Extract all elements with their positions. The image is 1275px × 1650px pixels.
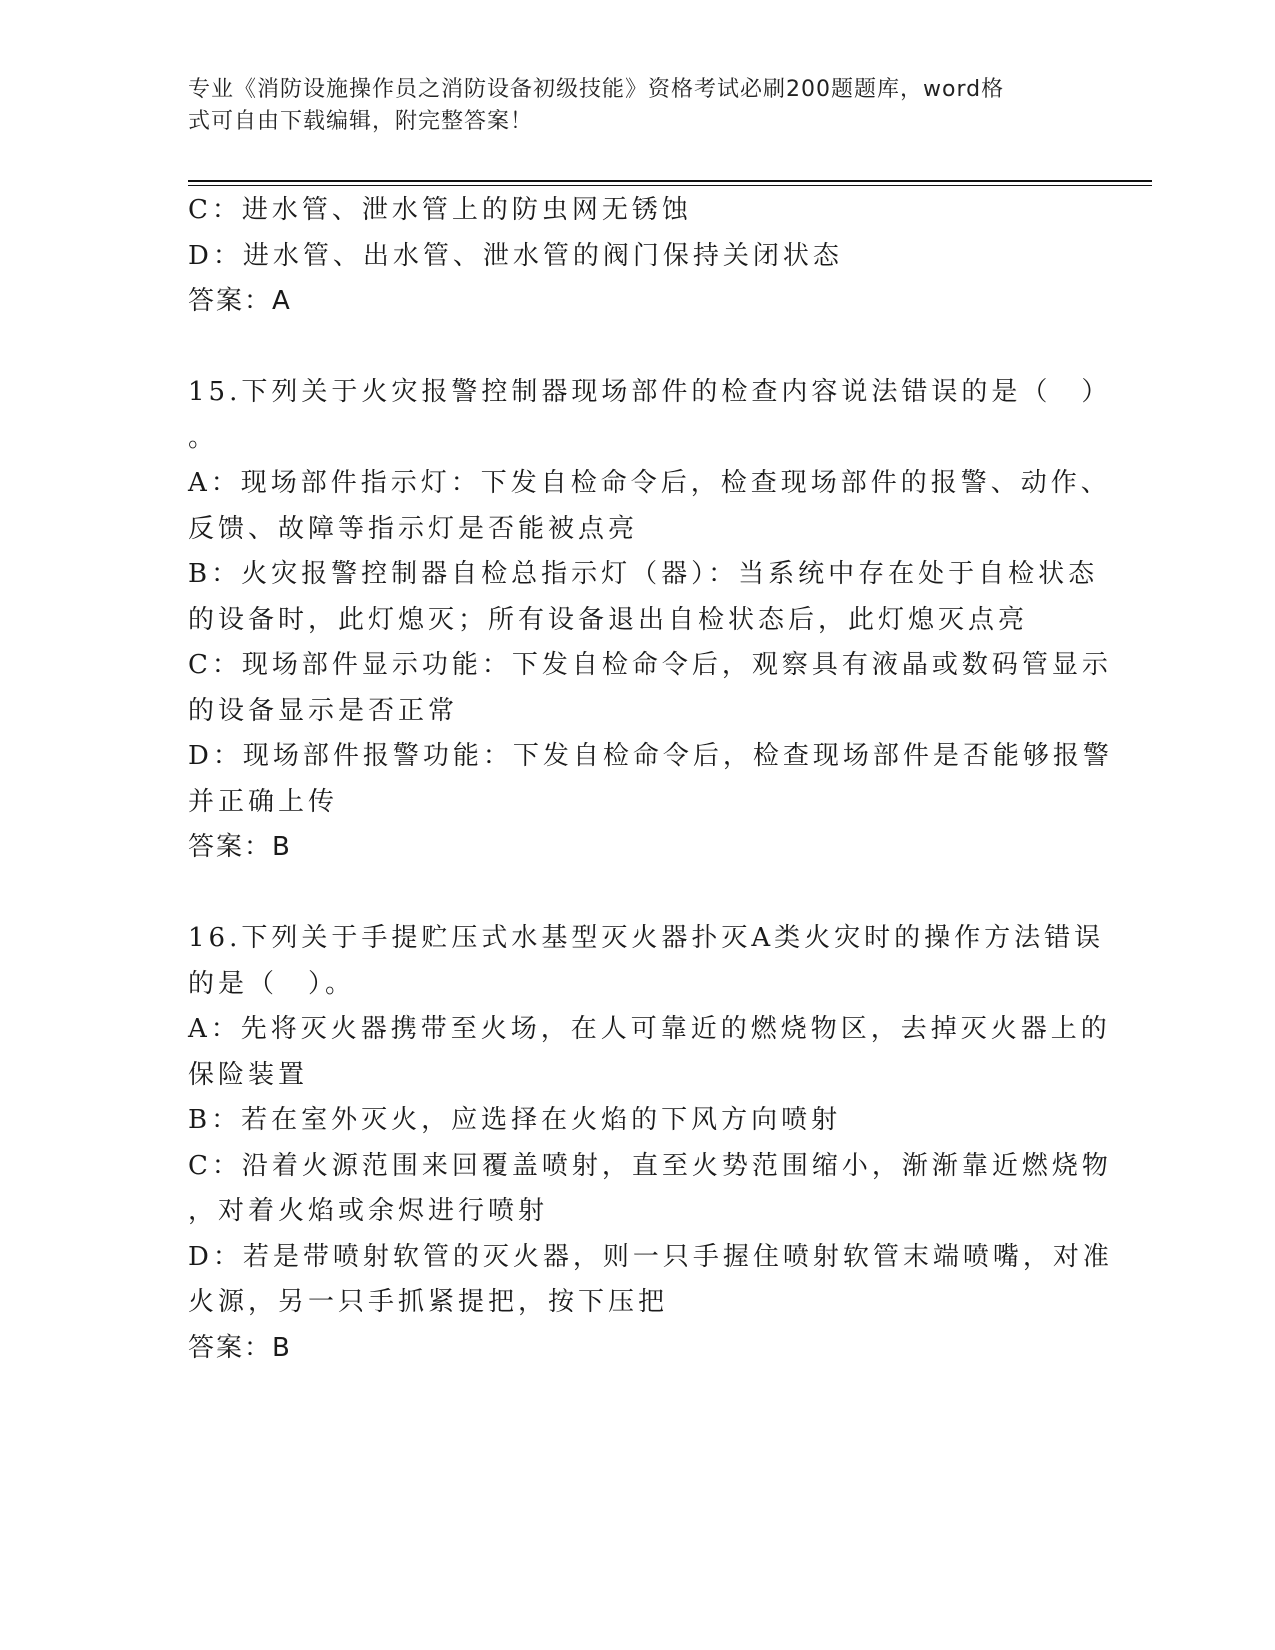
spacer bbox=[188, 871, 1088, 917]
q15-option-a-line-1: A：现场部件指示灯：下发自检命令后，检查现场部件的报警、动作、 bbox=[188, 468, 1111, 498]
q16-stem-line-2: 的是（ ）。 bbox=[188, 968, 356, 999]
q15-option-b-line-1: B：火灾报警控制器自检总指示灯（器）：当系统中存在处于自检状态 bbox=[188, 559, 1099, 589]
q15-stem-line-1: 15.下列关于火灾报警控制器现场部件的检查内容说法错误的是（ ） bbox=[188, 377, 1112, 407]
q15-stem-line-2: 。 bbox=[188, 422, 219, 453]
q16-option-c-line-1: C：沿着火源范围来回覆盖喷射，直至火势范围缩小，渐渐靠近燃烧物 bbox=[188, 1150, 1112, 1181]
q16-option-a-line-1: A：先将灭火器携带至火场，在人可靠近的燃烧物区，去掉灭火器上的 bbox=[188, 1014, 1111, 1044]
q14-option-d: D：进水管、出水管、泄水管的阀门保持关闭状态 bbox=[188, 240, 843, 271]
q15-option-c-line-2: 的设备显示是否正常 bbox=[188, 695, 459, 726]
spacer bbox=[188, 325, 1088, 371]
q15-answer: 答案：B bbox=[188, 832, 292, 862]
q16-option-d-line-1: D：若是带喷射软管的灭火器，则一只手握住喷射软管末端喷嘴，对准 bbox=[188, 1241, 1113, 1272]
question-15 bbox=[188, 370, 1113, 871]
q15-option-d-line-1: D：现场部件报警功能：下发自检命令后，检查现场部件是否能够报警 bbox=[188, 741, 1113, 771]
q15-option-c-line-1: C：现场部件显示功能：下发自检命令后，观察具有液晶或数码管显示 bbox=[188, 650, 1112, 680]
q16-stem-line-1: 16.下列关于手提贮压式水基型灭火器扑灭A类火灾时的操作方法错误 bbox=[188, 923, 1105, 953]
q14-answer: 答案：A bbox=[188, 286, 292, 316]
document-body bbox=[188, 188, 1113, 1371]
header-divider bbox=[188, 180, 1152, 186]
q15-option-a-line-2: 反馈、故障等指示灯是否能被点亮 bbox=[188, 513, 639, 544]
question-16 bbox=[188, 916, 1113, 1371]
q16-option-a-line-2: 保险装置 bbox=[188, 1059, 309, 1090]
header-line-1: 专业《消防设施操作员之消防设备初级技能》资格考试必刷200题题库，word格 bbox=[188, 77, 1005, 102]
q15-option-b-line-2: 的设备时，此灯熄灭；所有设备退出自检状态后，此灯熄灭点亮 bbox=[188, 604, 1029, 635]
page-header bbox=[188, 74, 1068, 138]
q16-option-c-line-2: ，对着火焰或余烬进行喷射 bbox=[188, 1196, 549, 1226]
q14-option-c: C：进水管、泄水管上的防虫网无锈蚀 bbox=[188, 195, 692, 225]
q16-answer: 答案：B bbox=[188, 1332, 292, 1363]
q15-option-d-line-2: 并正确上传 bbox=[188, 786, 339, 817]
q16-option-b-line-1: B：若在室外灭火，应选择在火焰的下风方向喷射 bbox=[188, 1105, 842, 1135]
question-14-continued bbox=[188, 188, 1088, 325]
q16-option-d-line-2: 火源，另一只手抓紧提把，按下压把 bbox=[188, 1287, 669, 1317]
header-line-2: 式可自由下载编辑，附完整答案！ bbox=[188, 109, 534, 134]
